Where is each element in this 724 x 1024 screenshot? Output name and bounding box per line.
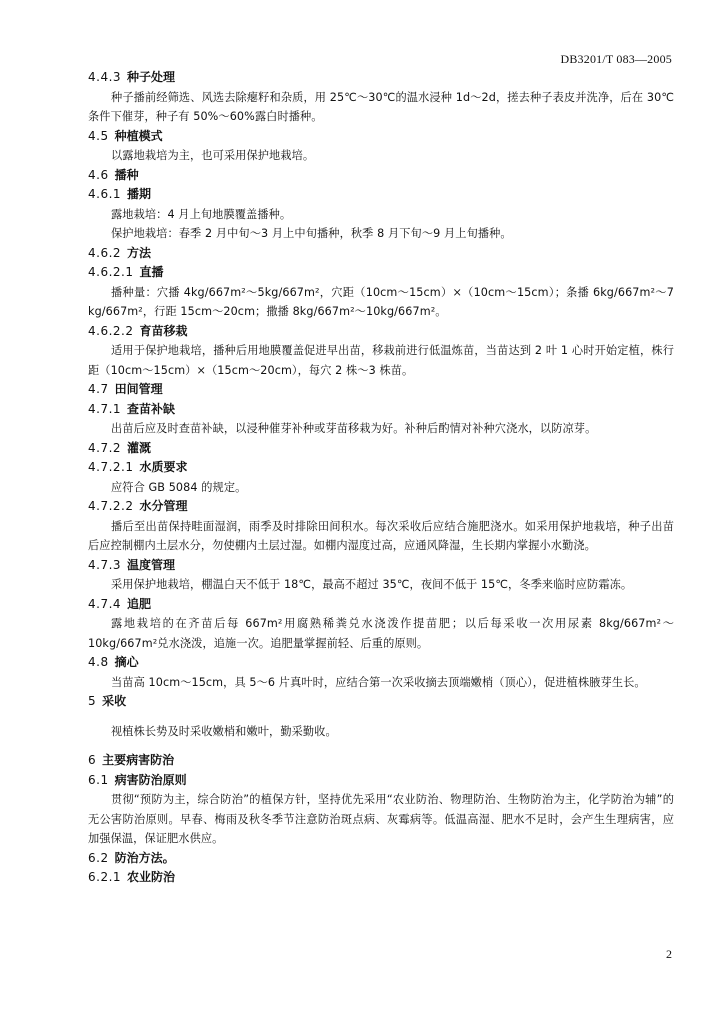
section-heading [88, 166, 674, 186]
section-heading [88, 868, 674, 888]
section-number: 4.7 [88, 382, 109, 396]
section-number: 4.6.1 [88, 187, 122, 201]
section-heading [88, 595, 674, 615]
paragraph: 适用于保护地栽培，播种后用地膜覆盖促进早出苗，移栽前进行低温炼苗，当苗达到 2 叶 1 心时开始定植，株行距（10cm～15cm）×（15cm～20cm），每穴 2 株～3 株苗。 [88, 344, 674, 377]
section-heading [88, 322, 674, 342]
section-heading [88, 380, 674, 400]
section-title: 温度管理 [127, 557, 176, 572]
section-heading [88, 556, 674, 576]
paragraph: 以露地栽培为主，也可采用保护地栽培。 [111, 149, 315, 162]
paragraph: 视植株长势及时采收嫩梢和嫩叶，勤采勤收。 [111, 724, 337, 738]
paragraph: 露地栽培：4 月上旬地膜覆盖播种。 [111, 207, 292, 221]
section-number: 5 [88, 694, 97, 708]
paragraph: 种子播前经筛选、风选去除瘪籽和杂质，用 25℃～30℃的温水浸种 1d～2d，搓去种子表皮并洗净，后在 30℃条件下催芽，种子有 50%～60%露白时播种。 [88, 90, 674, 123]
section-number: 4.7.2.1 [88, 460, 134, 474]
section-title: 采收 [102, 694, 127, 708]
section-title: 播期 [127, 187, 152, 201]
section-number: 4.8 [88, 655, 109, 669]
document-code-header: DB3201/T 083—2005 [560, 52, 672, 66]
paragraph: 应符合 GB 5084 的规定。 [111, 480, 247, 494]
section-number: 4.7.2.2 [88, 499, 134, 513]
section-title: 播种 [114, 167, 139, 182]
section-heading [88, 68, 674, 88]
section-number: 6.2.1 [88, 870, 122, 884]
section-heading [88, 244, 674, 264]
section-title: 方法 [127, 245, 152, 260]
section-title: 主要病害防治 [102, 753, 175, 767]
paragraph: 采用保护地栽培，棚温白天不低于 18℃，最高不超过 35℃，夜间不低于 15℃，冬季来临时应防霜冻。 [111, 578, 633, 591]
section-title: 育苗移栽 [139, 323, 188, 338]
section-title: 查苗补缺 [127, 401, 176, 416]
section-heading [88, 263, 674, 283]
section-number: 4.6.2.2 [88, 323, 134, 338]
section-title: 水分管理 [139, 499, 188, 513]
section-title: 防治方法。 [114, 850, 175, 865]
document-body [88, 68, 674, 888]
section-title: 种子处理 [127, 70, 176, 84]
section-heading [88, 185, 674, 205]
page-number: 2 [666, 947, 672, 961]
section-heading [88, 771, 674, 791]
section-heading [88, 400, 674, 420]
section-title: 追肥 [127, 596, 152, 611]
paragraph: 出苗后应及时查苗补缺，以浸种催芽补种或芽苗移栽为好。补种后酌情对补种穴浇水，以防凉芽。 [111, 422, 597, 435]
section-title: 摘心 [114, 655, 139, 669]
section-heading [88, 497, 674, 517]
section-title: 田间管理 [114, 382, 163, 396]
section-title: 种植模式 [114, 128, 163, 143]
paragraph: 保护地栽培：春季 2 月中旬～3 月上中旬播种，秋季 8 月下旬～9 月上旬播种。 [111, 227, 512, 240]
section-title: 直播 [139, 265, 164, 279]
paragraph: 贯彻“预防为主，综合防治”的植保方针，坚持优先采用“农业防治、物理防治、生物防治为主，化学防治为辅”的无公害防治原则。早春、梅雨及秋冬季节注意防治斑点病、灰霉病等。低温高湿、肥水不足时，会产生生理病害，应加强保温，保证肥水供应。 [88, 793, 674, 845]
section-number: 6.1 [88, 772, 109, 787]
section-title: 病害防治原则 [114, 772, 187, 787]
section-number: 4.7.3 [88, 557, 122, 572]
section-number: 4.6.2.1 [88, 265, 134, 279]
section-heading [88, 692, 674, 712]
section-number: 4.5 [88, 128, 109, 143]
section-number: 4.6.2 [88, 245, 122, 260]
section-title: 灌溉 [127, 440, 152, 455]
paragraph: 当苗高 10cm～15cm，具 5～6 片真叶时，应结合第一次采收摘去顶端嫩梢（顶心），促进植株腋芽生长。 [111, 675, 646, 689]
section-heading [88, 751, 674, 771]
section-number: 4.7.4 [88, 596, 122, 611]
section-heading [88, 439, 674, 459]
section-title: 水质要求 [139, 460, 188, 474]
section-number: 4.7.1 [88, 401, 122, 416]
paragraph: 播种量：穴播 4kg/667m²～5kg/667m²，穴距（10cm～15cm）×（10cm～15cm）；条播 6kg/667m²～7 kg/667m²，行距 15cm～20cm；撒播 8kg/667m²～10kg/667m²。 [88, 285, 674, 318]
section-number: 6.2 [88, 850, 109, 865]
section-heading [88, 849, 674, 869]
section-number: 4.7.2 [88, 440, 122, 455]
section-number: 6 [88, 753, 97, 767]
section-heading [88, 127, 674, 147]
section-number: 4.6 [88, 167, 109, 182]
section-heading [88, 458, 674, 478]
paragraph: 播后至出苗保持畦面湿润，雨季及时排除田间积水。每次采收后应结合施肥浇水。如采用保护地栽培，种子出苗后应控制棚内土层水分，勿使棚内土层过湿。如棚内湿度过高，应通风降湿，生长期内掌握小水勤浇。 [88, 519, 674, 552]
paragraph: 露地栽培的在齐苗后每 667m²用腐熟稀粪兑水浇泼作提苗肥；以后每采收一次用尿素 8kg/667m²～10kg/667m²兑水浇泼，追施一次。追肥量掌握前轻、后重的原则。 [88, 617, 674, 650]
section-title: 农业防治 [127, 870, 176, 884]
section-heading [88, 653, 674, 673]
section-number: 4.4.3 [88, 70, 122, 84]
